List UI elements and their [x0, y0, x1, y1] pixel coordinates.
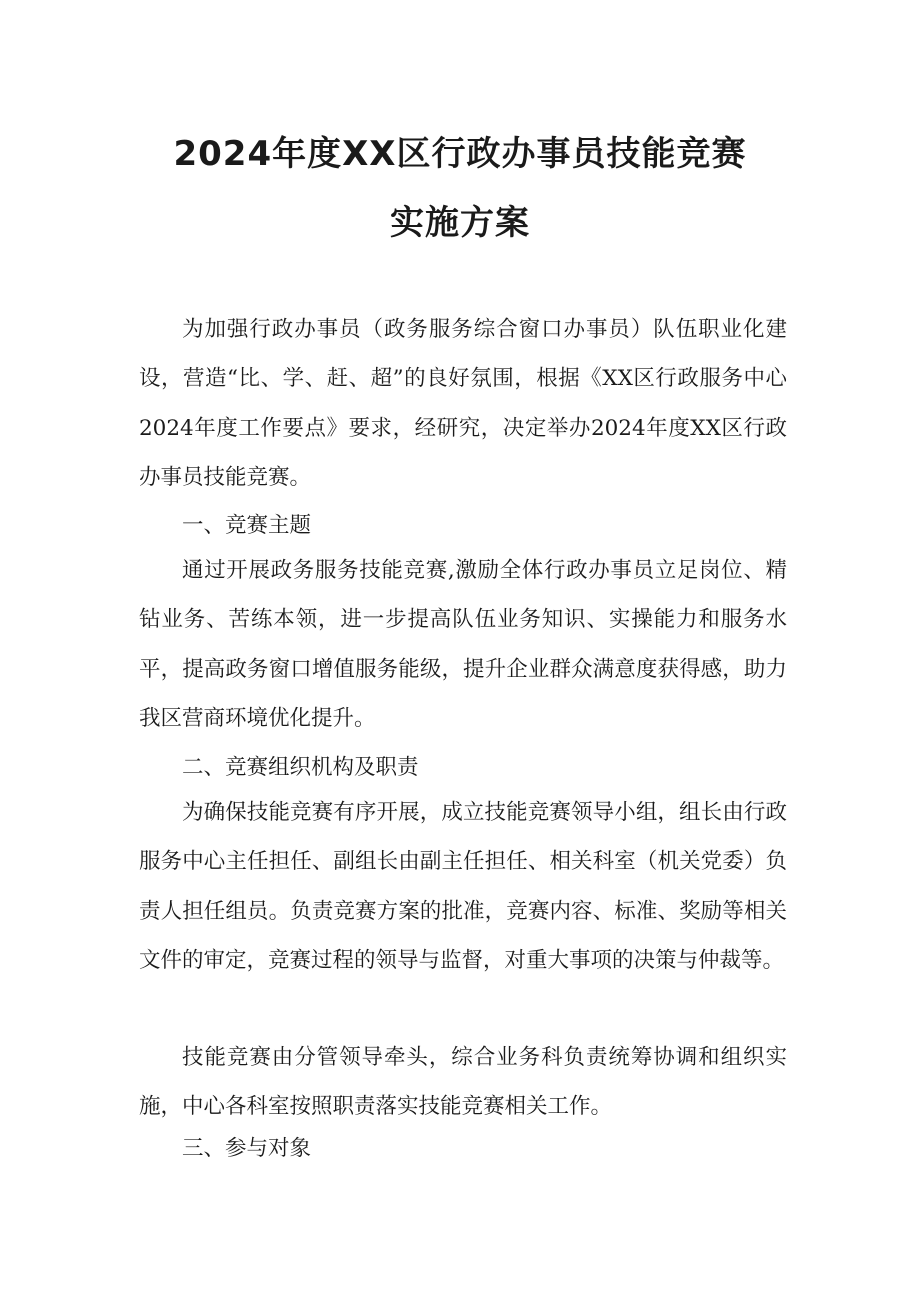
section2-heading: 二、竞赛组织机构及职责: [182, 755, 419, 780]
section3-heading: 三、参与对象: [182, 1136, 312, 1161]
intro-paragraph: 为加强行政办事员（政务服务综合窗口办事员）队伍职业化建设，营造“比、学、赶、超”的良好氛围，根据《XX区行政服务中心2024年度工作要点》要求，经研究，决定举办2024年度XX区行政办事员技能竞赛。: [139, 317, 787, 490]
document-title-line2: 实施方案: [390, 203, 530, 243]
document-title-line1: 2024年度XX区行政办事员技能竞赛: [173, 134, 747, 174]
section2-paragraph-2: 技能竞赛由分管领导牵头，综合业务科负责统筹协调和组织实施，中心各科室按照职责落实技能竞赛相关工作。: [139, 1045, 787, 1120]
section1-paragraph: 通过开展政务服务技能竞赛,激励全体行政办事员立足岗位、精钻业务、苦练本领，进一步提高队伍业务知识、实操能力和服务水平，提高政务窗口增值服务能级，提升企业群众满意度获得感，助力我区营商环境优化提升。: [139, 558, 787, 731]
section2-paragraph-1: 为确保技能竞赛有序开展，成立技能竞赛领导小组，组长由行政服务中心主任担任、副组长由副主任担任、相关科室（机关党委）负责人担任组员。负责竞赛方案的批准，竞赛内容、标准、奖励等相关文件的审定，竞赛过程的领导与监督，对重大事项的决策与仲裁等。: [139, 800, 787, 973]
section1-heading: 一、竞赛主题: [182, 513, 312, 538]
